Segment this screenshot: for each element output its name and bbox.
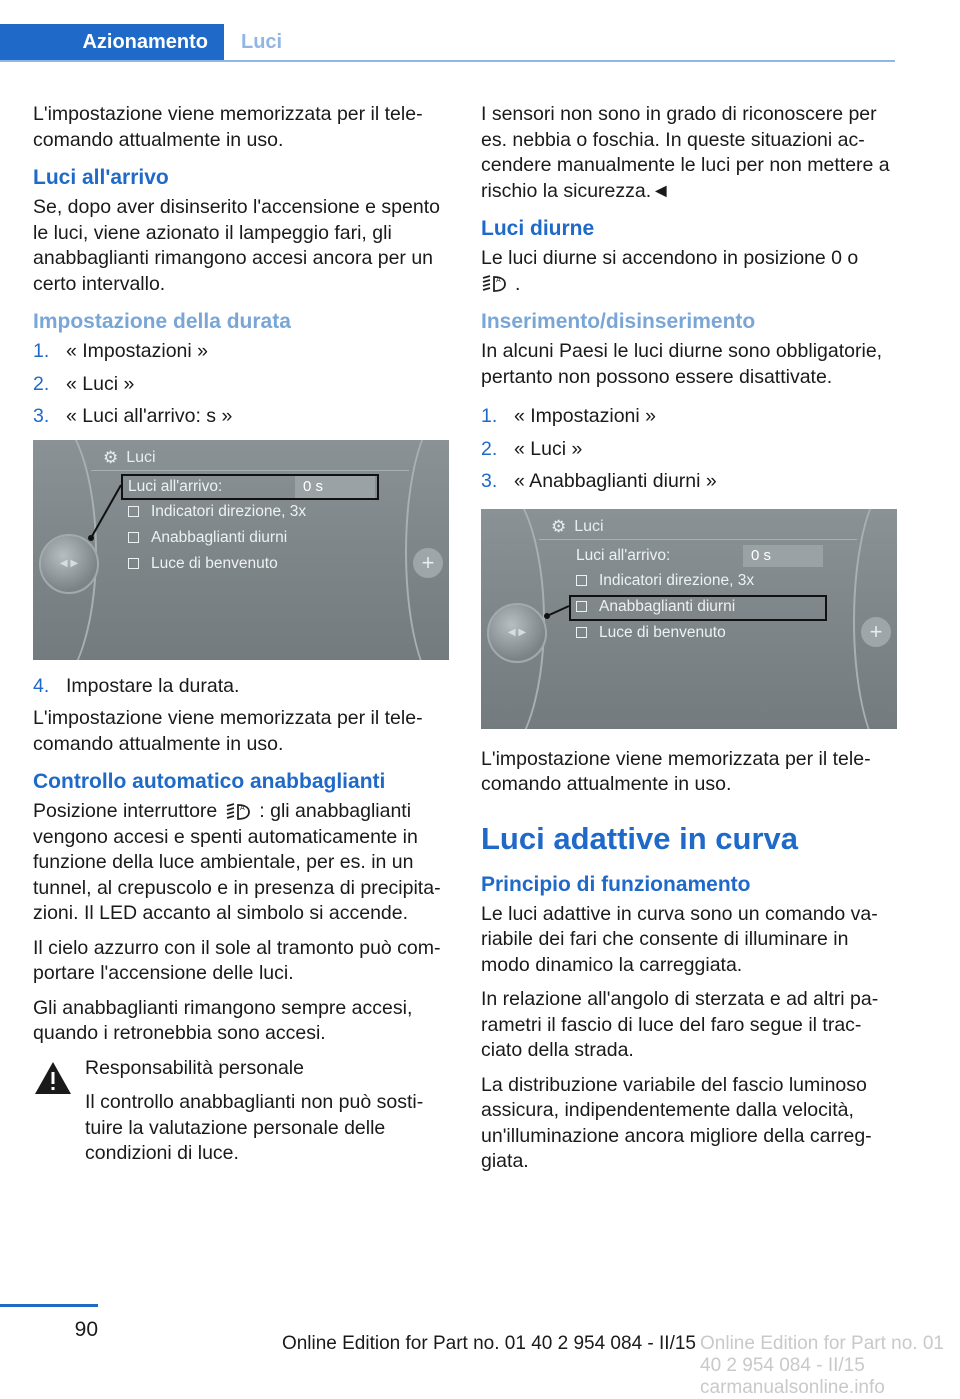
gear-icon: ⚙ [551,516,567,536]
footer-divider [0,1304,98,1307]
heading-luci-arrivo: Luci all'arrivo [33,166,169,189]
screen-row: Luce di benvenuto [128,555,278,573]
list-item: 2. « Luci » [481,437,583,460]
screen-title: ⚙ Luci [551,516,604,536]
watermark: Online Edition for Part no. 01 40 2 954 084 - II/15 carmanualsonline.info [700,1333,944,1398]
screen-row: Indicatori direzione, 3x [576,572,754,590]
screen-row: Indicatori direzione, 3x [128,503,306,521]
page-header [0,0,895,62]
screen-row-luci-arrivo: Luci all'arrivo: [576,546,671,564]
left-column [33,102,449,1176]
screen-value: 0 s [743,545,823,567]
list-item: 1. « Impostazioni » [481,405,656,427]
heading-principio: Principio di funzionamento [481,872,751,896]
paragraph-distribuzione: La distribuzione variabile del fascio luminoso assicura, indipendentemente dalla velocità, un'illuminazione ancora migliore della carreg-giata. [481,1073,872,1172]
section-tab-luci: Luci [241,31,283,53]
paragraph-sensori: I sensori non sono in grado di riconoscere per es. nebbia o foschia. In queste situazioni ac-cendere manualmente le luci per non mettere a rischio la sicurezza.◄ [481,103,890,202]
heading-controllo-automatico: Controllo automatico anabbaglianti [33,770,386,793]
paragraph-principio: Le luci adattive in curva sono un comando va-riabile dei fari che consente di illuminare in modo dinamico la carreggiata. [481,902,878,976]
idrive-screenshot-luci-arrivo [33,440,449,660]
heading-impostazione-durata: Impostazione della durata [33,310,291,333]
warning-triangle-icon [33,1060,73,1096]
right-column [481,102,897,1184]
screen-title: ⚙ Luci [103,447,156,467]
idrive-screenshot-anabbaglianti-diurni [481,509,897,729]
list-item: 2. « Luci » [33,372,135,395]
header-divider [0,60,895,62]
warning-title: Responsabilità personale [85,1056,304,1079]
screen-row-luci-arrivo: Luci all'arrivo: [128,477,223,495]
screen-value: 0 s [295,476,375,498]
paragraph-memorizzata-3: L'impostazione viene memorizzata per il tele-comando attualmente in uso. [481,747,871,795]
edition-note: Online Edition for Part no. 01 40 2 954 084 - II/15 [281,1333,696,1354]
auto-headlight-icon [225,801,251,823]
paragraph-diurne: Le luci diurne si accendono in posizione 0 o A . [481,247,859,295]
controller-knob-icon: ◀ ▶ [39,534,99,594]
warning-box [33,1056,449,1167]
paragraph-controllo: Posizione interruttore A : gli anabbaglianti vengono accesi e spenti automaticamente in funzione della luce ambientale, per es. in un tunnel, al crepuscolo e in presenza di precipita-zioni. Il LED accanto al simbolo si accende. [33,800,441,924]
page-number: 90 [74,1318,98,1341]
paragraph-luci-arrivo: Se, dopo aver disinserito l'accensione e spento le luci, viene azionato il lampeggio fari, gli anabbaglianti rimangono accesi ancora per un certo intervallo. [33,196,440,295]
svg-text:A: A [240,804,245,812]
paragraph-memorizzata-2: L'impostazione viene memorizzata per il tele-comando attualmente in uso. [33,707,423,755]
paragraph-memorizzata: L'impostazione viene memorizzata per il tele-comando attualmente in uso. [33,103,423,151]
list-item: 4. Impostare la durata. [33,674,240,697]
heading-inserimento: Inserimento/disinserimento [481,310,756,333]
steps-durata-cont [33,674,449,700]
warning-text: Il controllo anabbaglianti non può sosti-tuire la valutazione personale delle condizioni di luce. [85,1091,424,1164]
svg-text:A: A [496,277,501,285]
screen-row: Anabbaglianti diurni [576,598,735,616]
screen-row: Luce di benvenuto [576,624,726,642]
controller-knob-icon: ◀ ▶ [487,603,547,663]
auto-headlight-icon [481,273,507,295]
paragraph-retronebbia: Gli anabbaglianti rimangono sempre accesi, quando i retronebbia sono accesi. [33,996,413,1044]
heading-luci-adattive: Luci adattive in curva [481,820,798,856]
heading-luci-diurne: Luci diurne [481,217,595,240]
screen-row: Anabbaglianti diurni [128,529,287,547]
gear-icon: ⚙ [103,447,119,467]
steps-diurne [481,404,897,495]
list-item: 3. « Anabbaglianti diurni » [481,470,717,492]
section-tab-azionamento: Azionamento [0,24,224,61]
plus-icon: + [861,617,891,647]
paragraph-relazione: In relazione all'angolo di sterzata e ad altri pa-rametri il fascio di luce del faro segue il trac-ciato della strada. [481,988,879,1061]
paragraph-inserimento: In alcuni Paesi le luci diurne sono obbligatorie, pertanto non possono essere disattivate. [481,340,883,388]
paragraph-cielo: Il cielo azzurro con il sole al tramonto può com-portare l'accensione delle luci. [33,936,441,984]
steps-durata [33,339,449,430]
list-item: 1. « Impostazioni » [33,340,208,362]
list-item: 3. « Luci all'arrivo: s » [33,405,233,427]
plus-icon: + [413,548,443,578]
